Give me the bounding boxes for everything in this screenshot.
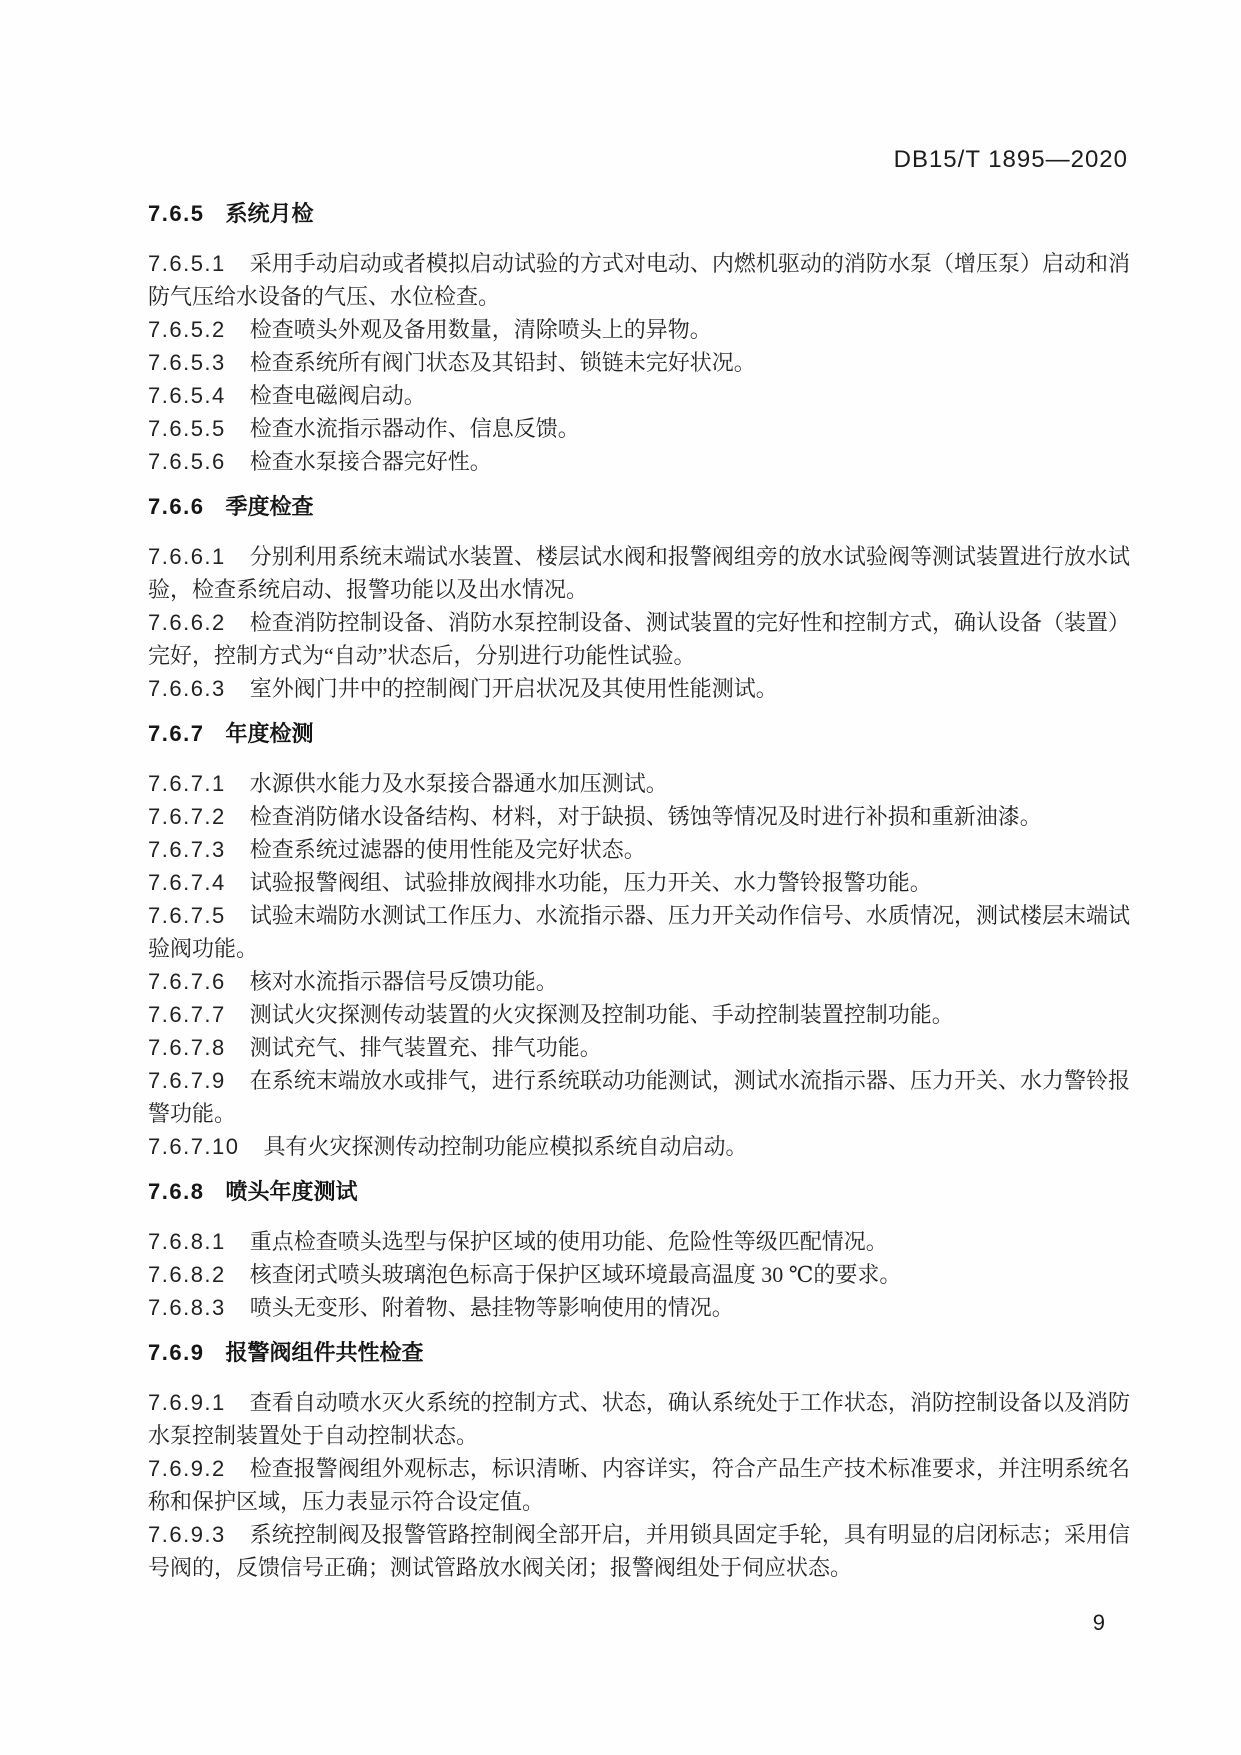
clause-text: 在系统末端放水或排气，进行系统联动功能测试，测试水流指示器、压力开关、水力警铃报警功能。 — [148, 1068, 1130, 1126]
clause-number: 7.6.8.2 — [148, 1262, 226, 1287]
clause-text: 检查喷头外观及备用数量，清除喷头上的异物。 — [249, 317, 712, 342]
section-heading — [148, 1175, 1130, 1208]
clause-text: 检查系统过滤器的使用性能及完好状态。 — [249, 837, 646, 862]
clause-number: 7.6.5.4 — [148, 383, 226, 408]
clause-text: 检查消防控制设备、消防水泵控制设备、测试装置的完好性和控制方式，确认设备（装置）完好，控制方式为“自动”状态后，分别进行功能性试验。 — [148, 610, 1130, 668]
section-heading — [148, 490, 1130, 523]
clause-text: 测试火灾探测传动装置的火灾探测及控制功能、手动控制装置控制功能。 — [249, 1002, 954, 1027]
clause-number: 7.6.6.2 — [148, 610, 226, 635]
section-number: 7.6.9 — [148, 1340, 205, 1365]
clause — [148, 1031, 1130, 1064]
clause — [148, 1130, 1130, 1163]
section-title: 系统月检 — [225, 201, 314, 226]
clause — [148, 540, 1130, 606]
clause-text: 检查消防储水设备结构、材料，对于缺损、锈蚀等情况及时进行补损和重新油漆。 — [249, 804, 1042, 829]
clause — [148, 1258, 1130, 1291]
section-title: 喷头年度测试 — [225, 1179, 358, 1204]
section-heading — [148, 197, 1130, 230]
clause-number: 7.6.9.3 — [148, 1522, 226, 1547]
clause — [148, 346, 1130, 379]
clause — [148, 866, 1130, 899]
clause-number: 7.6.9.2 — [148, 1456, 226, 1481]
clause — [148, 1452, 1130, 1518]
clause-number: 7.6.5.1 — [148, 251, 226, 276]
clause — [148, 1064, 1130, 1130]
clause-number: 7.6.7.3 — [148, 837, 226, 862]
section-title: 季度检查 — [225, 494, 314, 519]
clause-number: 7.6.8.1 — [148, 1229, 226, 1254]
clause-number: 7.6.7.2 — [148, 804, 226, 829]
clause-text: 试验报警阀组、试验排放阀排水功能，压力开关、水力警铃报警功能。 — [249, 870, 932, 895]
clause-number: 7.6.7.5 — [148, 903, 226, 928]
clause — [148, 833, 1130, 866]
clause-text: 室外阀门井中的控制阀门开启状况及其使用性能测试。 — [249, 676, 778, 701]
clause-number: 7.6.7.10 — [148, 1134, 240, 1159]
clause — [148, 412, 1130, 445]
clause-text: 核查闭式喷头玻璃泡色标高于保护区域环境最高温度 30 ℃的要求。 — [249, 1262, 902, 1287]
clause — [148, 1225, 1130, 1258]
clause-text: 检查水泵接合器完好性。 — [249, 449, 492, 474]
section-title: 年度检测 — [225, 721, 314, 746]
clause-number: 7.6.7.8 — [148, 1035, 226, 1060]
clause-number: 7.6.9.1 — [148, 1390, 226, 1415]
clause-text: 检查报警阀组外观标志，标识清晰、内容详实，符合产品生产技术标准要求，并注明系统名称和保护区域，压力表显示符合设定值。 — [148, 1456, 1130, 1514]
section-number: 7.6.6 — [148, 494, 205, 519]
clause — [148, 1291, 1130, 1324]
section-heading — [148, 717, 1130, 750]
section-title: 报警阀组件共性检查 — [225, 1340, 424, 1365]
clause-number: 7.6.7.9 — [148, 1068, 226, 1093]
clause-number: 7.6.5.3 — [148, 350, 226, 375]
clause-number: 7.6.8.3 — [148, 1295, 226, 1320]
clause — [148, 1386, 1130, 1452]
clause — [148, 606, 1130, 672]
clause-text: 水源供水能力及水泵接合器通水加压测试。 — [249, 771, 668, 796]
clause-text: 分别利用系统末端试水装置、楼层试水阀和报警阀组旁的放水试验阀等测试装置进行放水试验，检查系统启动、报警功能以及出水情况。 — [148, 544, 1130, 602]
section-number: 7.6.7 — [148, 721, 205, 746]
clause — [148, 379, 1130, 412]
clause-text: 喷头无变形、附着物、悬挂物等影响使用的情况。 — [249, 1295, 734, 1320]
clause — [148, 247, 1130, 313]
clause-text: 具有火灾探测传动控制功能应模拟系统自动启动。 — [263, 1134, 748, 1159]
clause-number: 7.6.5.5 — [148, 416, 226, 441]
clause-text: 系统控制阀及报警管路控制阀全部开启，并用锁具固定手轮，具有明显的启闭标志；采用信号阀的，反馈信号正确；测试管路放水阀关闭；报警阀组处于伺应状态。 — [148, 1522, 1130, 1580]
clause-text: 试验末端防水测试工作压力、水流指示器、压力开关动作信号、水质情况，测试楼层末端试验阀功能。 — [148, 903, 1130, 961]
clause — [148, 899, 1130, 965]
clause-text: 采用手动启动或者模拟启动试验的方式对电动、内燃机驱动的消防水泵（增压泵）启动和消防气压给水设备的气压、水位检查。 — [148, 251, 1130, 309]
clause-text: 核对水流指示器信号反馈功能。 — [249, 969, 558, 994]
clause-text: 测试充气、排气装置充、排气功能。 — [249, 1035, 602, 1060]
clause-number: 7.6.7.1 — [148, 771, 226, 796]
clause-number: 7.6.5.2 — [148, 317, 226, 342]
section-number: 7.6.8 — [148, 1179, 205, 1204]
clause-text: 检查系统所有阀门状态及其铅封、锁链未完好状况。 — [249, 350, 756, 375]
clause-text: 检查水流指示器动作、信息反馈。 — [249, 416, 580, 441]
clause — [148, 800, 1130, 833]
clause — [148, 998, 1130, 1031]
section-number: 7.6.5 — [148, 201, 205, 226]
clause — [148, 767, 1130, 800]
clause-number: 7.6.6.1 — [148, 544, 226, 569]
doc-number-header: DB15/T 1895—2020 — [893, 146, 1128, 173]
clause-number: 7.6.7.4 — [148, 870, 226, 895]
clause — [148, 1518, 1130, 1584]
clause — [148, 672, 1130, 705]
clause-number: 7.6.7.6 — [148, 969, 226, 994]
clause-text: 重点检查喷头选型与保护区域的使用功能、危险性等级匹配情况。 — [249, 1229, 888, 1254]
clause-text: 查看自动喷水灭火系统的控制方式、状态，确认系统处于工作状态，消防控制设备以及消防水泵控制装置处于自动控制状态。 — [148, 1390, 1130, 1448]
clause-number: 7.6.5.6 — [148, 449, 226, 474]
page-number: 9 — [1092, 1610, 1105, 1635]
clause — [148, 445, 1130, 478]
clause-number: 7.6.6.3 — [148, 676, 226, 701]
section-heading — [148, 1336, 1130, 1369]
clause — [148, 313, 1130, 346]
document-content — [148, 197, 1130, 1584]
clause — [148, 965, 1130, 998]
clause-number: 7.6.7.7 — [148, 1002, 226, 1027]
clause-text: 检查电磁阀启动。 — [249, 383, 426, 408]
